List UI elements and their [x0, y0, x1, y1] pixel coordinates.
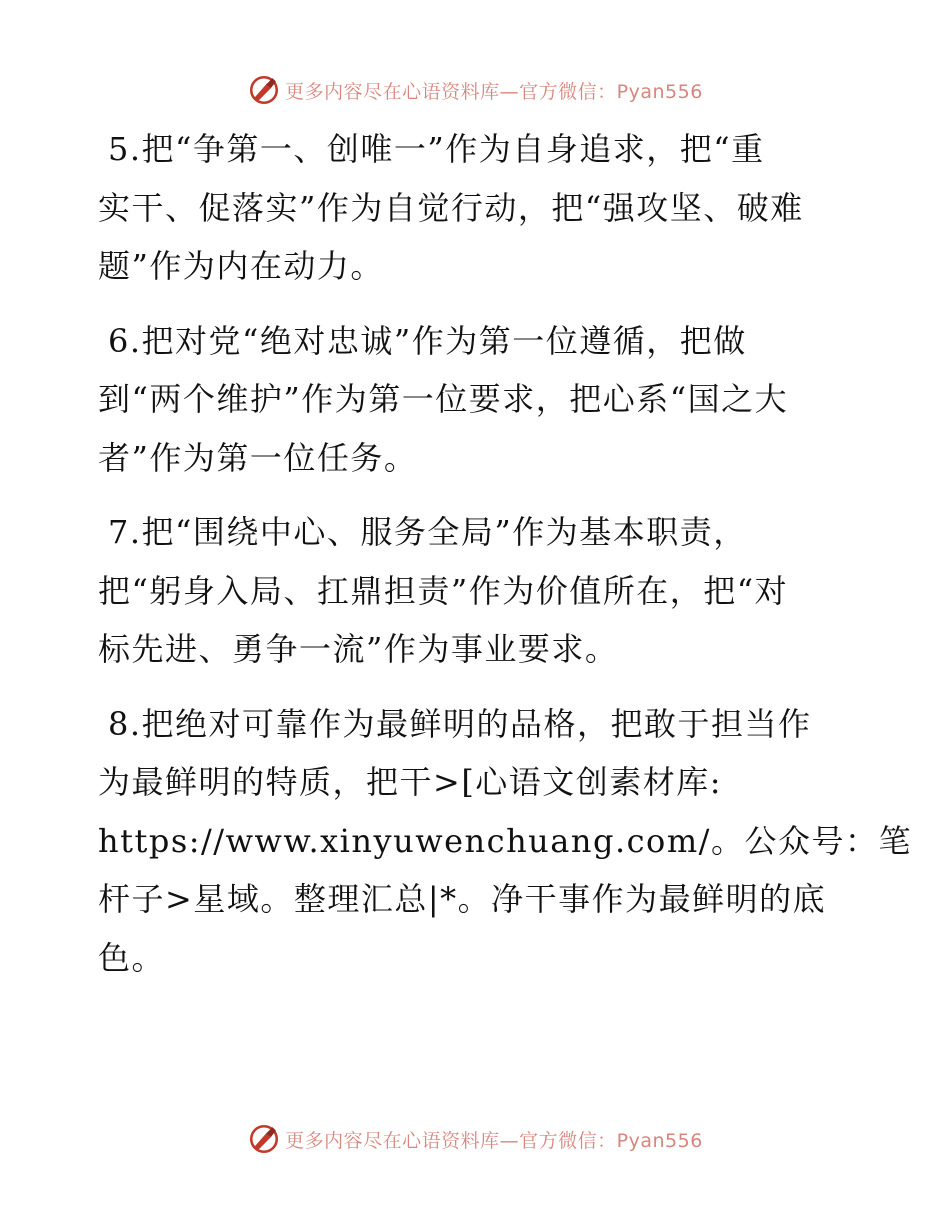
- text-line: 8.把绝对可靠作为最鲜明的品格，把敢于担当作: [108, 704, 812, 743]
- text-line: 标先进、勇争一流”作为事业要求。: [98, 630, 619, 668]
- footer-banner: [0, 1119, 950, 1159]
- footer-banner-text: 更多内容尽在心语资料库—官方微信：Pyan556: [285, 1129, 703, 1152]
- header-banner: [0, 70, 950, 110]
- paragraph-8: [98, 695, 912, 988]
- paragraph-6: [98, 312, 858, 488]
- text-line: 到“两个维护”作为第一位要求，把心系“国之大: [98, 380, 789, 418]
- document-body: [98, 120, 912, 1003]
- pen-nib-logo-icon: [247, 73, 281, 107]
- text-line: 者”作为第一位任务。: [98, 438, 418, 477]
- text-line: 6.把对党“绝对忠诚”作为第一位遵循，把做: [108, 321, 747, 360]
- paragraph-5: [98, 120, 858, 296]
- text-line: 色。: [98, 938, 166, 977]
- text-line: 实干、促落实”作为自觉行动，把“强攻坚、破难: [98, 188, 804, 227]
- text-line: 为最鲜明的特质，把干>[心语文创素材库:: [98, 763, 723, 801]
- header-banner-text: 更多内容尽在心语资料库—官方微信：Pyan556: [285, 80, 703, 103]
- text-line: 杆子>星域。整理汇总|*。净干事作为最鲜明的底: [98, 880, 827, 918]
- text-line: https://www.xinyuwenchuang.com/。公众号：笔: [98, 821, 912, 860]
- text-line: 7.把“围绕中心、服务全局”作为基本职责，: [108, 513, 747, 551]
- text-line: 把“躬身入局、扛鼎担责”作为价值所在，把“对: [98, 571, 789, 610]
- paragraph-7: [98, 503, 858, 679]
- text-line: 题”作为内在动力。: [98, 247, 384, 285]
- text-line: 5.把“争第一、创唯一”作为自身追求，把“重: [108, 130, 765, 168]
- pen-nib-logo-icon: [247, 1122, 281, 1156]
